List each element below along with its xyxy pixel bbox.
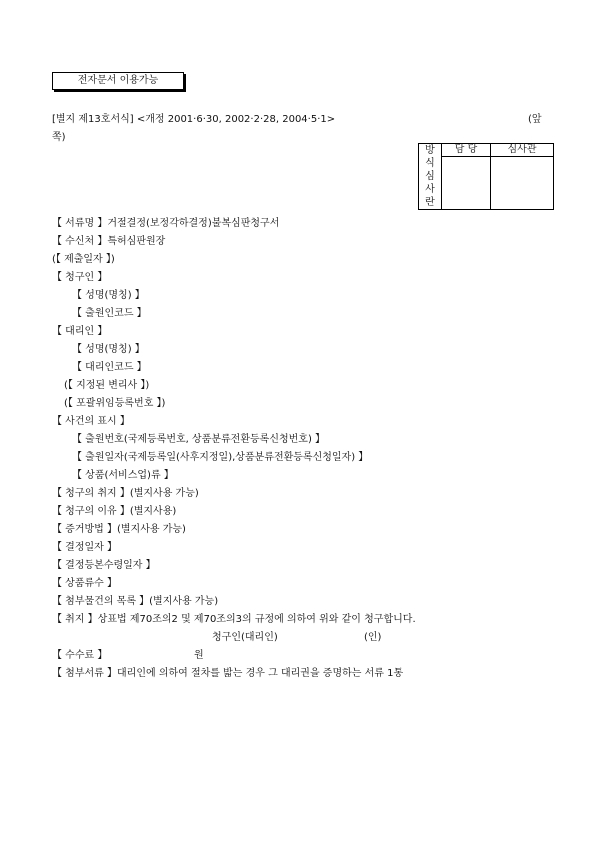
approval-col-officer: 담 당 [442, 144, 491, 157]
approval-examiner-cell [491, 157, 554, 210]
approval-side-char: 사 [425, 184, 435, 195]
signature-label: 청구인(대리인) [212, 632, 278, 643]
field-fee: 【 수수료 】 [52, 650, 108, 661]
field-purpose-of-request: 【 청구의 취지 】(별지사용 가능) [52, 488, 199, 499]
field-agent: 【 대리인 】 [52, 326, 108, 337]
field-applicant-name: 【 성명(명칭) 】 [72, 290, 145, 301]
field-case-indication: 【 사건의 표시 】 [52, 416, 130, 427]
field-agent-code: 【 대리인코드 】 [72, 362, 147, 373]
approval-col-examiner: 심사관 [491, 144, 554, 157]
field-applicant: 【 청구인 】 [52, 272, 108, 283]
fee-unit: 원 [194, 650, 204, 661]
form-header: [별지 제13호서식] <개정 2001·6·30, 2002·2·28, 2004·5·1> [52, 114, 336, 125]
approval-side-char: 방 [425, 145, 435, 156]
field-comprehensive-delegation: (【 포괄위임등록번호 】) [64, 398, 166, 409]
electronic-document-badge: 전자문서 이용가능 [52, 72, 184, 90]
field-document-name: 【 서류명 】거절결정(보정각하결정)불복심판청구서 [52, 218, 280, 229]
field-goods-class: 【 상품(서비스업)류 】 [72, 470, 174, 481]
field-goods-class-count: 【 상품류수 】 [52, 578, 117, 589]
field-attached-documents: 【 첨부서류 】대리인에 의하여 절차를 밟는 경우 그 대리권을 증명하는 서류 1통 [52, 668, 404, 679]
approval-side-char: 식 [425, 158, 435, 169]
field-decision-copy-receipt-date: 【 결정등본수령일자 】 [52, 560, 156, 571]
field-agent-name: 【 성명(명칭) 】 [72, 344, 145, 355]
approval-side-char: 심 [425, 171, 435, 182]
field-application-number: 【 출원번호(국제등록번호, 상품분류전환등록신청번호) 】 [72, 434, 326, 445]
page-side-label-b: 쪽) [52, 132, 66, 143]
page-side-label-a: (앞 [528, 114, 542, 125]
field-application-date: 【 출원일자(국제등록일(사후지정일),상품분류전환등록신청일자) 】 [72, 452, 369, 463]
field-reason-of-request: 【 청구의 이유 】(별지사용) [52, 506, 177, 517]
field-applicant-code: 【 출원인코드 】 [72, 308, 147, 319]
field-submission-date: (【 제출일자 】) [52, 254, 115, 265]
approval-side-label [419, 144, 442, 210]
approval-officer-cell [442, 157, 491, 210]
field-designated-attorney: (【 지정된 변리사 】) [64, 380, 150, 391]
field-decision-date: 【 결정일자 】 [52, 542, 117, 553]
field-attachment-list: 【 첨부물건의 목록 】(별지사용 가능) [52, 596, 219, 607]
field-declaration: 【 취지 】상표법 제70조의2 및 제70조의3의 규정에 의하여 위와 같이 청구합니다. [52, 614, 416, 625]
approval-side-char: 란 [425, 197, 435, 208]
signature-seal: (인) [364, 632, 382, 643]
field-recipient: 【 수신처 】특허심판원장 [52, 236, 166, 247]
approval-table [418, 143, 554, 210]
field-evidence: 【 증거방법 】(별지사용 가능) [52, 524, 186, 535]
